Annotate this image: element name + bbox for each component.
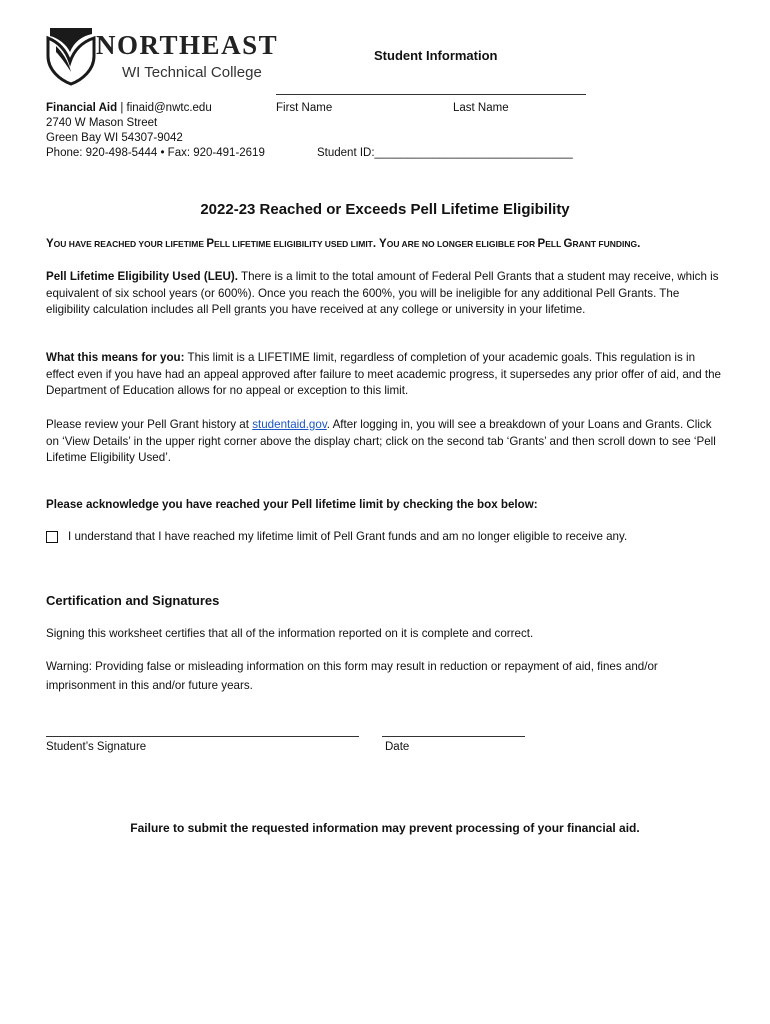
date-line[interactable]	[382, 736, 525, 737]
leu-lead: Pell Lifetime Eligibility Used (LEU).	[46, 270, 238, 283]
logo-wordmark: NORTHEAST	[96, 30, 279, 60]
email-text: | finaid@nwtc.edu	[117, 102, 212, 114]
leu-text: There is a limit to the total amount of Federal Pell Grants that a student may receive, which is equivalent of six school years (or 600%). Once you reach the 600%, you will be ineligible for any additional Pell Grants. The eligibility calculation includes all Pell grants you have received at any college or university in your lifetime.	[46, 270, 719, 316]
page-title: 2022-23 Reached or Exceeds Pell Lifetime Eligibility	[200, 201, 570, 218]
student-info-title: Student Information	[374, 48, 498, 63]
review-text-before: Please review your Pell Grant history at	[46, 418, 253, 431]
footer-warning: Failure to submit the requested information may prevent processing of your financial aid.	[130, 821, 640, 835]
contact-block	[46, 101, 265, 161]
certification-statement: Signing this worksheet certifies that all of the information reported on it is complete and correct.	[46, 627, 534, 640]
means-paragraph	[46, 350, 722, 400]
department-label: Financial Aid	[46, 102, 118, 114]
certification-heading: Certification and Signatures	[46, 593, 220, 608]
acknowledge-checkbox[interactable]	[46, 531, 58, 543]
city-text: Green Bay WI 54307-9042	[46, 132, 183, 144]
street-text: 2740 W Mason Street	[46, 117, 158, 129]
means-text: This limit is a LIFETIME limit, regardless of completion of your academic goals. This regulation is in effect even if you have had an appeal approved after failure to meet academic progress, it supersedes any prior offer of aid, and the Department of Education allows for no appeal or exception to this limit.	[46, 351, 722, 397]
last-name-label: Last Name	[453, 102, 509, 114]
review-text-after: . After logging in, you will see a breakdown of your Loans and Grants. Click on ‘View Details’ in the upper right corner above the display chart; click on the second tab ‘Grants’ and then scroll down to see ‘Pell Lifetime Eligibility Used’.	[46, 418, 716, 464]
first-name-label: First Name	[276, 102, 333, 114]
means-lead: What this means for you:	[46, 351, 185, 364]
review-paragraph	[46, 417, 722, 467]
student-id-field[interactable]: Student ID:_______________________________	[317, 147, 573, 159]
name-field-line[interactable]	[276, 94, 586, 95]
college-logo-icon	[46, 26, 96, 86]
signature-label: Student’s Signature	[46, 741, 147, 753]
acknowledge-heading: Please acknowledge you have reached your Pell lifetime limit by checking the box below:	[46, 498, 538, 511]
leu-paragraph	[46, 269, 722, 319]
logo-subtitle: WI Technical College	[122, 64, 262, 81]
studentaid-link[interactable]: studentaid.gov	[252, 418, 327, 431]
date-label: Date	[385, 741, 410, 753]
phone-fax-text: Phone: 920-498-5444 • Fax: 920-491-2619	[46, 147, 265, 159]
signature-line[interactable]	[46, 736, 359, 737]
notice-line: YOU HAVE REACHED YOUR LIFETIME PELL LIFETIME ELIGIBILITY USED LIMIT. YOU ARE NO LONGER ELIGIBLE FOR PELL GRANT FUNDING.	[46, 238, 641, 250]
certification-warning: Warning: Providing false or misleading information on this form may result in reduction or repayment of aid, fines and/or imprisonment in this and/or future years.	[46, 660, 658, 692]
checkbox-label: I understand that I have reached my lifetime limit of Pell Grant funds and am no longer eligible to receive any.	[68, 530, 628, 543]
